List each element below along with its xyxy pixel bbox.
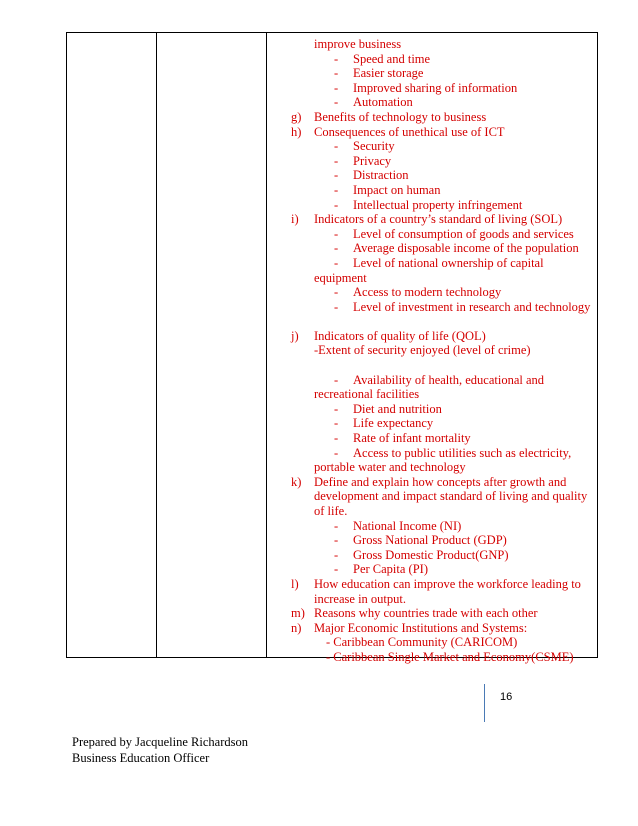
column-divider-2 xyxy=(266,33,267,657)
line-dash xyxy=(291,533,589,548)
sub-item-text: - Caribbean Community (CARICOM) xyxy=(326,635,518,650)
item-label: m) xyxy=(291,606,305,621)
item-label: h) xyxy=(291,124,302,139)
bullet-text: Intellectual property infringement xyxy=(353,197,523,212)
line-dash xyxy=(291,446,589,461)
bullet-text: Level of consumption of goods and services xyxy=(353,226,574,241)
line-cont xyxy=(291,504,589,519)
bullet-dash: - xyxy=(334,226,339,241)
line-dash xyxy=(291,431,589,446)
bullet-text: Per Capita (PI) xyxy=(353,562,428,577)
line-dash xyxy=(291,241,589,256)
continuation-text: increase in output. xyxy=(314,591,406,606)
bullet-dash: - xyxy=(334,255,339,270)
bullet-dash: - xyxy=(334,80,339,95)
bullet-text: Improved sharing of information xyxy=(353,80,518,95)
bullet-text: Diet and nutrition xyxy=(353,401,442,416)
line-sub xyxy=(291,650,589,665)
line-cont xyxy=(291,37,589,52)
bullet-dash: - xyxy=(334,285,339,300)
topics-cell xyxy=(291,37,589,665)
bullet-dash: - xyxy=(334,197,339,212)
line-item xyxy=(291,125,589,140)
item-label: l) xyxy=(291,576,299,591)
line-item xyxy=(291,110,589,125)
line-item xyxy=(291,212,589,227)
line-dash xyxy=(291,198,589,213)
line-dash xyxy=(291,52,589,67)
item-label: g) xyxy=(291,109,302,124)
footer-prepared-by: Prepared by Jacqueline Richardson xyxy=(72,735,248,749)
bullet-text: Availability of health, educational and xyxy=(353,372,545,387)
item-text: Indicators of quality of life (QOL) xyxy=(314,328,486,343)
bullet-text: Life expectancy xyxy=(353,416,434,431)
line-cont xyxy=(291,460,589,475)
sub-item-text: - Caribbean Single Market and Economy(CSME) xyxy=(326,649,574,664)
content-table xyxy=(66,32,598,664)
bullet-text: Automation xyxy=(353,95,413,110)
continuation-text: development and impact standard of living and quality xyxy=(314,489,588,504)
bullet-text: Average disposable income of the population xyxy=(353,241,579,256)
line-cont xyxy=(291,387,589,402)
bullet-dash: - xyxy=(334,182,339,197)
bullet-dash: - xyxy=(334,153,339,168)
bullet-text: Speed and time xyxy=(353,51,431,66)
footer xyxy=(72,734,248,766)
item-text: Reasons why countries trade with each other xyxy=(314,606,538,621)
item-label: k) xyxy=(291,474,302,489)
bullet-dash: - xyxy=(334,372,339,387)
item-text: Consequences of unethical use of ICT xyxy=(314,124,505,139)
line-dash xyxy=(291,168,589,183)
item-text: Indicators of a country’s standard of living (SOL) xyxy=(314,212,563,227)
bullet-text: Access to public utilities such as electricity, xyxy=(353,445,572,460)
item-label: n) xyxy=(291,620,302,635)
bullet-text: Rate of infant mortality xyxy=(353,431,471,446)
bullet-text: Privacy xyxy=(353,153,392,168)
item-text: Benefits of technology to business xyxy=(314,109,487,124)
item-text: Major Economic Institutions and Systems: xyxy=(314,620,528,635)
bullet-dash: - xyxy=(334,51,339,66)
line-item xyxy=(291,329,589,344)
continuation-text: recreational facilities xyxy=(314,387,420,402)
bullet-dash: - xyxy=(334,416,339,431)
line-dash xyxy=(291,256,589,271)
page-number-divider xyxy=(484,684,485,722)
bullet-text: Security xyxy=(353,139,395,154)
bullet-dash: - xyxy=(334,168,339,183)
bullet-dash: - xyxy=(334,241,339,256)
bullet-text: Level of investment in research and technology xyxy=(353,299,591,314)
continuation-text: -Extent of security enjoyed (level of crime) xyxy=(314,343,531,358)
bullet-text: Distraction xyxy=(353,168,409,183)
item-text: Define and explain how concepts after growth and xyxy=(314,474,567,489)
line-cont xyxy=(291,592,589,607)
bullet-text: National Income (NI) xyxy=(353,518,462,533)
bullet-dash: - xyxy=(334,533,339,548)
continuation-text: equipment xyxy=(314,270,367,285)
bullet-dash: - xyxy=(334,401,339,416)
bullet-text: Easier storage xyxy=(353,66,424,81)
bullet-dash: - xyxy=(334,562,339,577)
bullet-dash: - xyxy=(334,547,339,562)
bullet-dash: - xyxy=(334,95,339,110)
bullet-dash: - xyxy=(334,139,339,154)
bullet-dash: - xyxy=(334,518,339,533)
bullet-text: Level of national ownership of capital xyxy=(353,255,544,270)
page-number: 16 xyxy=(500,691,513,703)
line-dash xyxy=(291,562,589,577)
line-dash xyxy=(291,154,589,169)
continuation-text: portable water and technology xyxy=(314,460,466,475)
line-item xyxy=(291,621,589,636)
line-dash xyxy=(291,95,589,110)
line-dash xyxy=(291,227,589,242)
bullet-dash: - xyxy=(334,445,339,460)
continuation-text: of life. xyxy=(314,504,348,518)
line-cont xyxy=(291,343,589,358)
line-item xyxy=(291,475,589,490)
bullet-dash: - xyxy=(334,299,339,314)
item-label: i) xyxy=(291,212,299,227)
line-dash xyxy=(291,373,589,388)
line-item xyxy=(291,577,589,592)
line-sub xyxy=(291,635,589,650)
item-text: How education can improve the workforce leading to xyxy=(314,576,581,591)
item-label: j) xyxy=(291,328,299,343)
line-dash xyxy=(291,139,589,154)
footer-title: Business Education Officer xyxy=(72,751,210,765)
line-item xyxy=(291,606,589,621)
bullet-dash: - xyxy=(334,66,339,81)
line-dash xyxy=(291,548,589,563)
line-cont xyxy=(291,489,589,504)
line-dash xyxy=(291,300,589,315)
bullet-text: Gross National Product (GDP) xyxy=(353,533,507,548)
line-dash xyxy=(291,402,589,417)
bullet-text: Gross Domestic Product(GNP) xyxy=(353,547,509,562)
continuation-text: improve business xyxy=(314,37,402,51)
line-dash xyxy=(291,81,589,96)
bullet-text: Impact on human xyxy=(353,182,441,197)
line-cont xyxy=(291,271,589,286)
line-dash xyxy=(291,416,589,431)
line-dash xyxy=(291,183,589,198)
line-blank xyxy=(291,358,589,373)
column-divider-1 xyxy=(156,33,157,657)
bullet-text: Access to modern technology xyxy=(353,285,502,300)
line-dash xyxy=(291,285,589,300)
line-dash xyxy=(291,66,589,81)
bullet-dash: - xyxy=(334,431,339,446)
line-blank xyxy=(291,314,589,329)
line-dash xyxy=(291,519,589,534)
